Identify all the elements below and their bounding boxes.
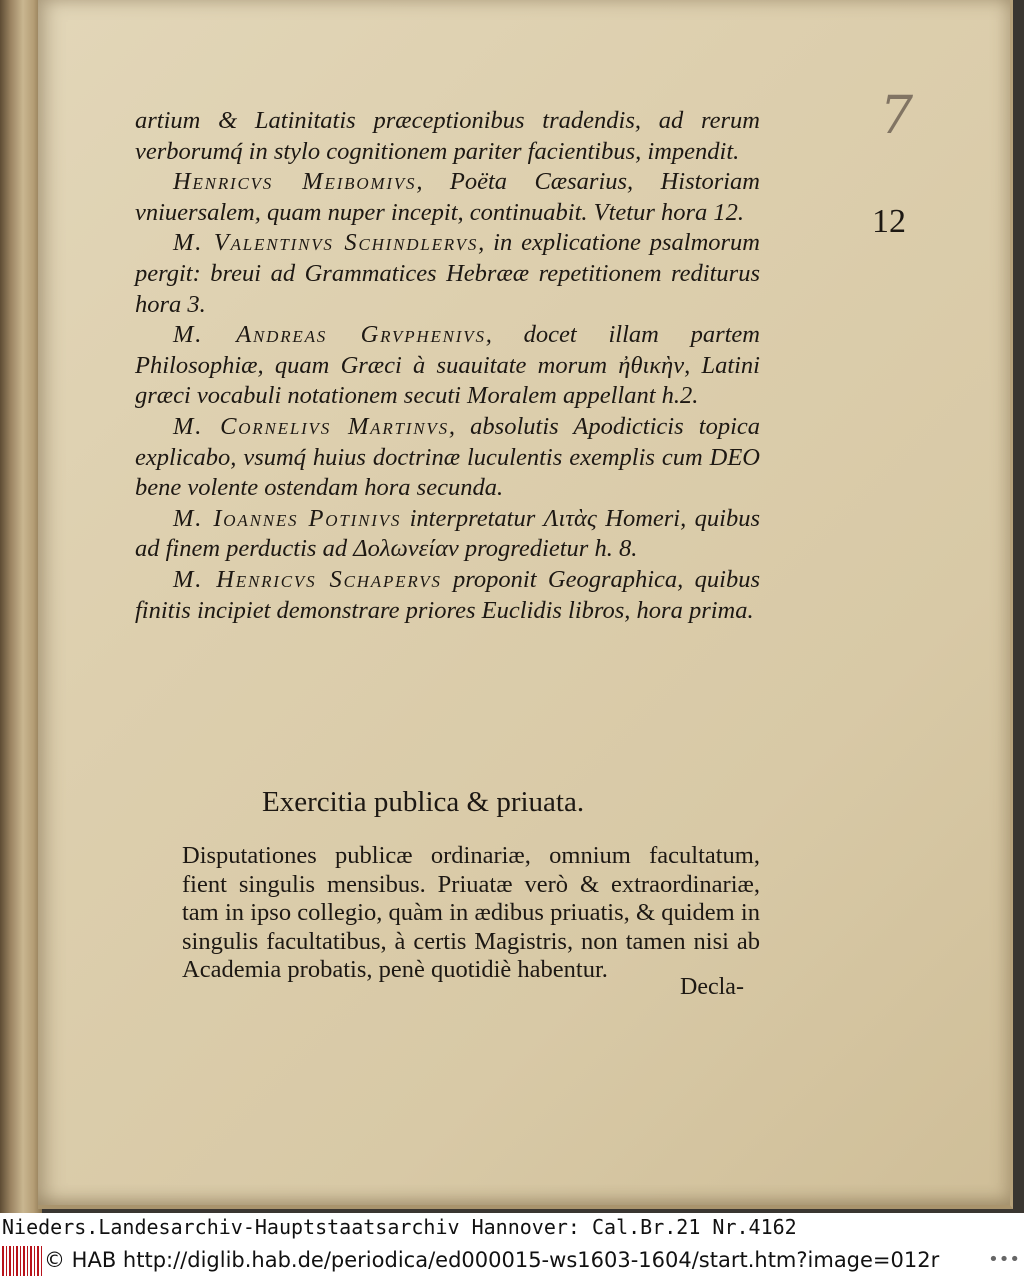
lecture-text: proponit Geographica, quibus finitis incipiet demonstrare priores Euclidis libros, hora prima. [135, 565, 760, 624]
more-icon: ••• [988, 1249, 1020, 1270]
lecture-list [135, 106, 760, 626]
source-footer [0, 1241, 1024, 1279]
lecture-entry [135, 106, 760, 167]
lecture-text: , in explicatione psalmorum pergit: breui ad Grammatices Hebrææ repetitionem rediturus hora 3. [135, 229, 760, 318]
catchword: Decla- [680, 974, 744, 1000]
source-link[interactable]: © HAB http://diglib.hab.de/periodica/ed000015-ws1603-1604/start.htm?image=012r [44, 1248, 940, 1272]
page-number: 12 [872, 203, 906, 240]
section-text: Disputationes publicæ ordinariæ, omnium facultatum, fient singulis mensibus. Priuatæ verò & extraordinariæ, tam in ipso collegio, quàm in ædibus priuatis, & quidem in singulis facultatibus, à certis Magistris, non tamen nisi ab Academia probatis, penè quotidiè habentur. [182, 842, 760, 983]
lecture-text: interpretatur Λιτὰς Homeri, quibus ad finem perductis ad Δολωνείαν progredietur h. 8. [135, 504, 760, 563]
section-heading: Exercitia publica & priuata. [262, 786, 585, 818]
lecture-entry [135, 504, 760, 565]
lecture-entry [135, 565, 760, 626]
archive-footer [0, 1213, 1024, 1241]
lecture-text: , docet illam partem Philosophiæ, quam Græci à suauitate morum ἠθικὴν, Latini græci vocabuli notationem secuti Moralem appellant h.2. [135, 321, 760, 410]
lecture-entry [135, 320, 760, 412]
left-page-fold [0, 0, 42, 1215]
lecture-text: artium & Latinitatis præceptionibus tradendis, ad rerum verborumq́ in stylo cognitionem pariter facientibus, impendit. [135, 107, 760, 165]
lecturer-name: Henricvs Meibomivs [173, 168, 417, 196]
barcode-icon [2, 1246, 42, 1276]
lecture-entry [135, 228, 760, 320]
lecturer-name: M. Valentinvs Schindlervs [173, 229, 479, 257]
lecture-entry [135, 412, 760, 504]
lecture-entry [135, 167, 760, 228]
lecturer-name: M. Henricvs Schapervs [173, 565, 442, 593]
handwritten-folio-mark: 7 [880, 86, 914, 146]
lecture-text: , absolutis Apodicticis topica explicabo, vsumq́ huius doctrinæ luculentis exemplis cum DEO bene volente ostendam hora secunda. [135, 412, 760, 502]
lecture-text: , Poëta Cæsarius, Historiam vniuersalem, quam nuper incepit, continuabit. Vtetur hora 12. [135, 168, 760, 226]
lecturer-name: M. Ioannes Potinivs [173, 504, 402, 532]
archive-line: Nieders.Landesarchiv-Hauptstaatsarchiv Hannover: Cal.Br.21 Nr.4162 [2, 1215, 797, 1239]
lecturer-name: M. Cornelivs Martinvs [173, 412, 449, 440]
lecturer-name: M. Andreas Grvphenivs [173, 321, 486, 349]
